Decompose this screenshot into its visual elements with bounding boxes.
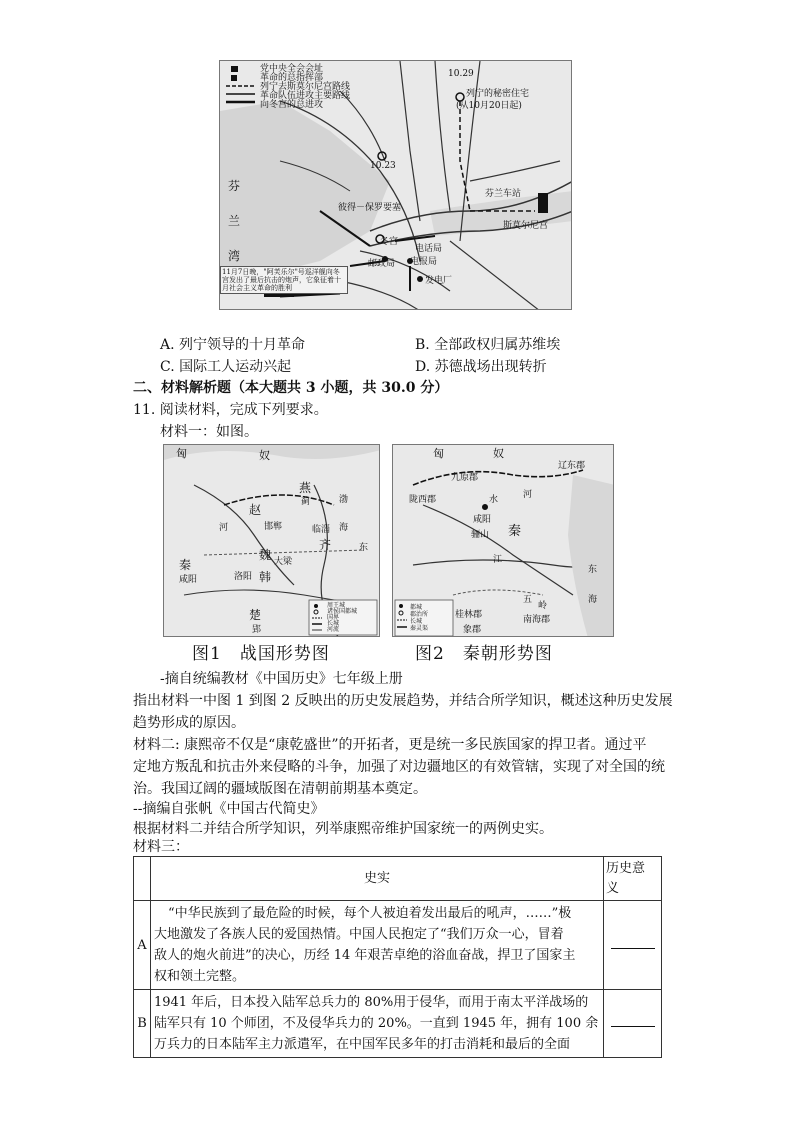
fact-line: 大地激发了各族人民的爱国热情。中国人民抱定了“我们万众一心，冒着 — [153, 927, 564, 942]
legend-item: 诸侯国都城 — [327, 608, 358, 615]
option-a[interactable]: A. 列宁领导的十月革命 — [160, 337, 306, 353]
fig1-label: 邯郸 — [264, 522, 283, 532]
legend-item: 长城 — [410, 618, 423, 625]
row-a-fact — [150, 901, 603, 990]
legend-item: 秦灵渠 — [410, 625, 429, 632]
map-aurora-note: 11月7日晚，"阿芙乐尔"号巡洋舰向冬宫发出了最后抗击的炮声，它象征着十月社会主义革命的胜利 — [220, 266, 348, 294]
fig1-label: 洛阳 — [234, 572, 253, 582]
map-label-water: 芬 — [228, 179, 241, 193]
row-b-fact — [150, 990, 603, 1058]
fact-line: “中华民族到了最危险的时候，每个人被迫着发出最后的吼声，……”极 — [167, 906, 572, 921]
fact-line: 权和领土完整。 — [153, 969, 245, 984]
fact-line: 陆军只有 10 个师团，不及侵华兵力的 20%。一直到 1945 年，拥有 100 余 — [153, 1016, 599, 1031]
fig2-label: 象郡 — [463, 625, 482, 635]
material-two: 治。我国辽阔的疆域版图在清朝前期基本奠定。 — [133, 781, 427, 797]
row-label: A — [134, 901, 151, 990]
question-stem: 11. 阅读材料，完成下列要求。 — [133, 402, 328, 418]
answer-blank[interactable] — [604, 990, 662, 1058]
fig2-caption: 图2 秦朝形势图 — [415, 644, 553, 664]
legend-item: 党中央全会会址 — [260, 64, 324, 74]
fig1-label: 郢 — [252, 625, 262, 635]
table-row — [134, 901, 662, 990]
map-terrain — [393, 445, 614, 637]
question-prompt: 趋势形成的原因。 — [133, 715, 245, 731]
source-citation: -摘自统编教材《中国历史》七年级上册 — [160, 671, 403, 687]
table-header-fact: 史实 — [150, 857, 603, 901]
fig1-label: 临淄 — [312, 525, 331, 535]
fig2-label: 秦 — [508, 524, 522, 539]
fig1-label: 魏 — [259, 548, 272, 562]
header-sig-line: 历史意 — [606, 860, 646, 876]
question-prompt: 根据材料二并结合所学知识，列举康熙帝维护国家统一的两例史实。 — [133, 821, 553, 837]
fig1-label: 秦 — [179, 558, 192, 572]
fig2-label: 岭 — [538, 601, 548, 611]
qin-dynasty-map — [392, 444, 614, 637]
answer-blank[interactable] — [604, 901, 662, 990]
fig2-label: 河 — [523, 490, 533, 500]
map-label-lenin-house-date: (从10月20日起) — [456, 101, 522, 111]
table-cell-empty — [134, 857, 151, 901]
fig1-label: 韩 — [259, 570, 272, 584]
fig2-label: 咸阳 — [473, 515, 492, 525]
fig1-label: 楚 — [249, 608, 262, 622]
fig2-label: 匈 — [433, 447, 444, 460]
fig2-label: 五 — [523, 595, 533, 605]
material-three-intro: 材料三： — [133, 839, 189, 855]
question-prompt: 指出材料一中图 1 到图 2 反映出的历史发展趋势，并结合所学知识，概述这种历史发展 — [133, 693, 673, 709]
fig1-label: 河 — [219, 523, 229, 533]
fig2-label: 九原郡 — [451, 473, 479, 483]
fig1-label: 蓟 — [301, 497, 311, 507]
table-header-significance — [604, 857, 662, 901]
section-heading: 二、材料解析题（本大题共 3 小题，共 30.0 分） — [133, 380, 449, 396]
fig1-label: 奴 — [259, 449, 270, 462]
legend-item: 郡治所 — [410, 611, 429, 618]
legend-item: 革命队伍进攻主要路线 — [260, 91, 351, 101]
row-label: B — [134, 990, 151, 1058]
legend-item: 列宁去斯莫尔尼宫路线 — [260, 82, 351, 92]
map-label-lenin-house: 列宁的秘密住宅 — [466, 89, 530, 99]
fig1-label: 匈 — [176, 447, 187, 460]
table-row — [134, 990, 662, 1058]
fact-line: 万兵力的日本陆军主力派遣军，在中国军民多年的打击消耗和最后的全面 — [153, 1037, 570, 1052]
option-c[interactable]: C. 国际工人运动兴起 — [160, 359, 292, 375]
fig2-label: 水 — [489, 495, 499, 505]
october-revolution-map — [219, 60, 572, 310]
option-b[interactable]: B. 全部政权归属苏维埃 — [415, 337, 561, 353]
source-citation: --摘编自张帆《中国古代简史》 — [133, 801, 325, 817]
map-label-water: 湾 — [228, 249, 241, 263]
fig1-caption: 图1 战国形势图 — [192, 644, 330, 664]
fig2-label: 奴 — [493, 447, 504, 460]
fig2-label: 南海郡 — [523, 615, 551, 625]
fig1-label: 东 — [359, 543, 369, 553]
map-label-winter-palace: 冬宫 — [380, 237, 399, 247]
material-two: 定地方叛乱和抗击外来侵略的斗争，加强了对边疆地区的有效管辖，实现了对全国的统 — [133, 759, 665, 775]
fig1-label: 赵 — [249, 503, 262, 517]
fig2-label: 辽东郡 — [558, 461, 586, 471]
table-header-row — [134, 857, 662, 901]
legend-item: 向冬宫的总进攻 — [260, 100, 324, 110]
map-label-date: 10.23 — [370, 161, 396, 171]
fig2-label: 骊山 — [471, 530, 490, 540]
header-sig-line: 义 — [606, 880, 620, 896]
history-table — [133, 856, 662, 1058]
fig2-label: 桂林郡 — [455, 610, 483, 620]
fig1-label: 燕 — [299, 481, 312, 495]
map-label-power: 发电厂 — [425, 276, 453, 286]
fig1-label: 齐 — [319, 538, 332, 552]
legend-item: 周王城 — [327, 602, 346, 609]
fig1-label: 渤 — [339, 495, 349, 505]
warring-states-map — [163, 444, 380, 637]
legend-item: 长城 — [327, 620, 340, 627]
fig1-label: 咸阳 — [179, 575, 198, 585]
material-two: 材料二: 康熙帝不仅是“康乾盛世”的开拓者，更是统一多民族国家的捍卫者。通过平 — [133, 737, 647, 753]
fig2-label: 东 — [588, 565, 598, 575]
fig1-label: 大梁 — [274, 557, 293, 567]
legend-item: 革命的总指挥部 — [260, 73, 324, 83]
fact-line: 1941 年后，日本投入陆军总兵力的 80%用于侵华，而用于南太平洋战场的 — [153, 995, 589, 1010]
option-d[interactable]: D. 苏德战场出现转折 — [415, 359, 547, 375]
map-label-post: 邮政局 — [368, 259, 396, 269]
map-label-telegraph: 电报局 — [410, 257, 438, 267]
map-label-smolny: 斯莫尔尼宫 — [503, 221, 549, 231]
fig2-label: 江 — [493, 555, 503, 565]
map-label-water: 兰 — [228, 214, 241, 228]
fact-line: 敌人的炮火前进”的决心，历经 14 年艰苦卓绝的浴血奋战，捍卫了国家主 — [153, 948, 576, 963]
fig1-label: 海 — [339, 523, 349, 533]
material-one-intro: 材料一：如图。 — [160, 424, 258, 440]
map-label-telephone: 电话局 — [415, 244, 443, 254]
legend-item: 国界 — [327, 614, 340, 621]
fig2-label: 陇西郡 — [409, 495, 437, 505]
map-label-date: 10.29 — [448, 69, 474, 79]
fig2-label: 海 — [588, 595, 598, 605]
map-label-fortress: 彼得－保罗要塞 — [338, 203, 402, 213]
map-label-finland-station: 芬兰车站 — [485, 189, 522, 199]
legend-item: 都城 — [410, 604, 423, 611]
legend-item: 河流 — [327, 626, 340, 633]
